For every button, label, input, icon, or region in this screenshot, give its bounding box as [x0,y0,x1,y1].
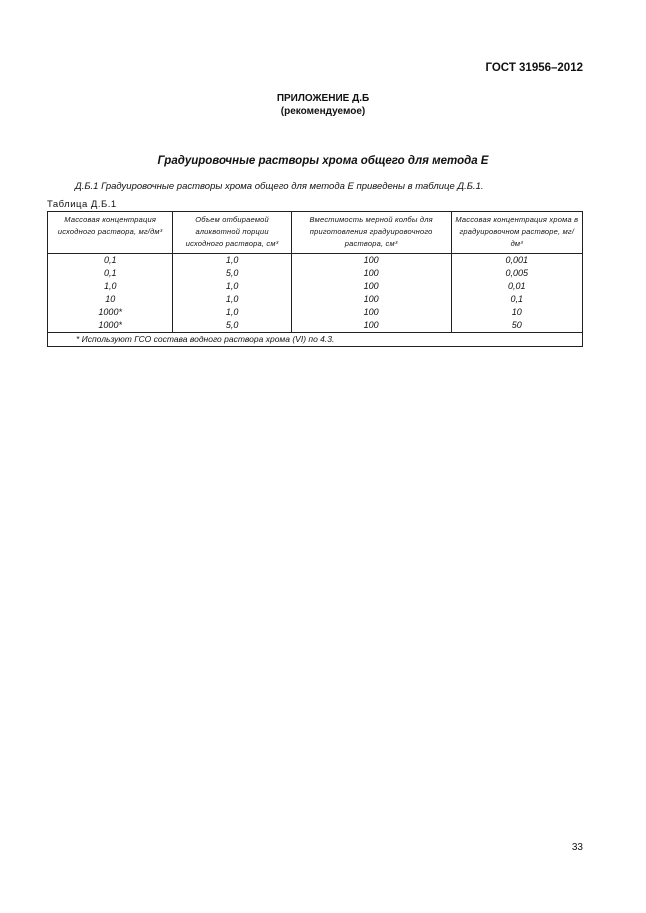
table-cell: 50 [451,319,582,333]
table-cell: 0,005 [451,267,582,280]
table-label: Таблица Д.Б.1 [47,199,117,210]
table-cell: 100 [291,280,451,293]
table-row [48,293,583,306]
table-cell: 5,0 [173,267,291,280]
column-header-chromium-concentration: Массовая концентрация хрома в градуировочном растворе, мг/дм³ [451,212,582,254]
table-row [48,267,583,280]
table-footnote: * Используют ГСО состава водного раствора хрома (VI) по 4.3. [48,333,583,347]
table-cell: 1,0 [173,280,291,293]
table-row [48,306,583,319]
table-row [48,254,583,268]
table-cell: 100 [291,267,451,280]
table-cell: 0,1 [48,254,173,268]
table-cell: 100 [291,254,451,268]
table-cell: 100 [291,319,451,333]
table-cell: 0,1 [451,293,582,306]
table-cell: 1000* [48,306,173,319]
section-title: Градуировочные растворы хрома общего для метода Е [157,155,489,167]
table-footnote-row [48,333,583,347]
table-cell: 10 [451,306,582,319]
table-cell: 100 [291,306,451,319]
table-cell: 1,0 [48,280,173,293]
table-header-row [48,212,583,254]
table-cell: 1,0 [173,293,291,306]
table-cell: 10 [48,293,173,306]
table-cell: 0,1 [48,267,173,280]
document-code: ГОСТ 31956–2012 [485,62,583,74]
table-cell: 5,0 [173,319,291,333]
appendix-subtitle: (рекомендуемое) [280,106,366,117]
table-cell: 1000* [48,319,173,333]
appendix-heading [0,92,646,118]
table-cell: 0,001 [451,254,582,268]
intro-paragraph: Д.Б.1 Градуировочные растворы хрома общего для метода Е приведены в таблице Д.Б.1. [75,181,484,192]
table-row [48,319,583,333]
column-header-source-concentration: Массовая концентрация исходного раствора, мг/дм³ [48,212,173,254]
appendix-title: ПРИЛОЖЕНИЕ Д.Б [276,93,370,104]
table-cell: 1,0 [173,306,291,319]
table-cell: 0,01 [451,280,582,293]
table-row [48,280,583,293]
calibration-table [47,211,583,347]
page-number: 33 [571,842,583,853]
column-header-aliquot-volume: Объем отбираемой аликвотной порции исходного раствора, см³ [173,212,291,254]
column-header-flask-capacity: Вместимость мерной колбы для приготовления градуировочного раствора, см³ [291,212,451,254]
table-cell: 1,0 [173,254,291,268]
table-cell: 100 [291,293,451,306]
